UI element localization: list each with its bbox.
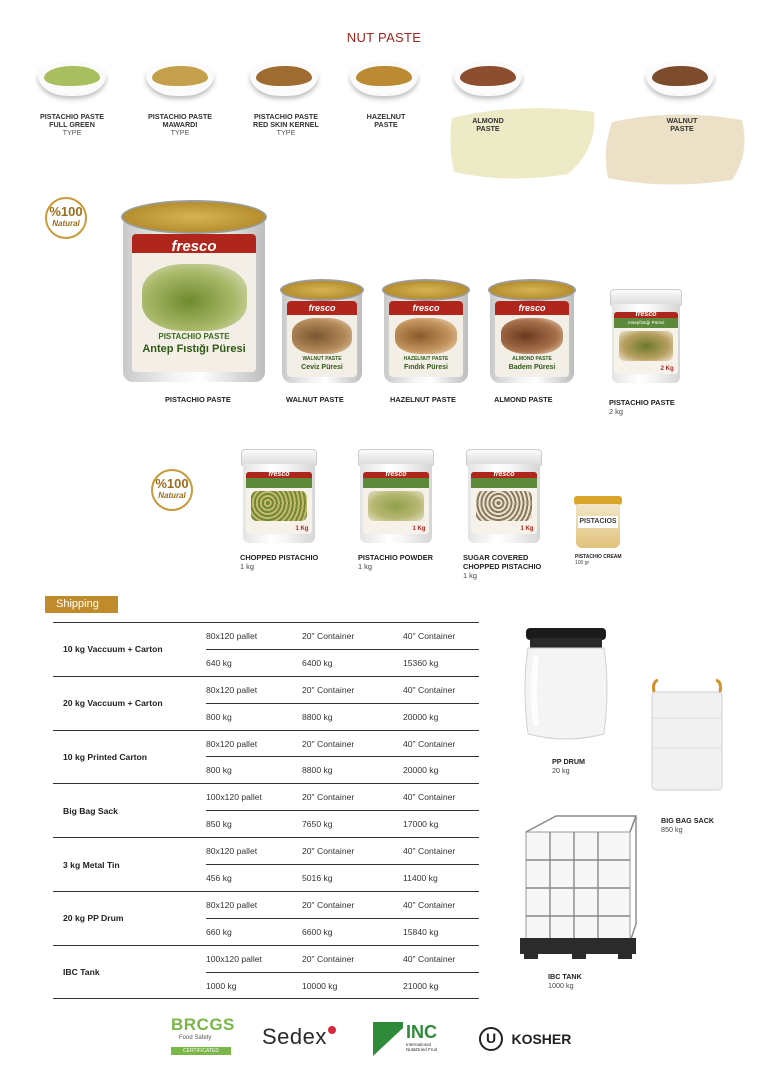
shipping-value-cell: 21000 kg [403, 972, 479, 999]
hazelnut-paste-tin [384, 279, 468, 383]
product-label: ALMOND PASTE [494, 395, 553, 404]
shipping-value-cell: 20000 kg [403, 703, 479, 730]
shipping-value-cell: 11400 kg [403, 865, 479, 892]
shipping-header-cell: 40" Container [403, 945, 479, 972]
paste-label-red-skin: PISTACHIO PASTE RED SKIN KERNEL TYPE [253, 112, 319, 137]
table-row [53, 891, 479, 918]
shipping-value-cell: 8800 kg [302, 703, 403, 730]
jar-weight: 1 Kg [295, 525, 309, 532]
shipping-type: 10 kg Vaccuum + Carton [53, 623, 206, 677]
paste-bowl-hazelnut [350, 56, 418, 102]
shipping-header-cell: 40" Container [403, 730, 479, 757]
paste-bowl-mawardi [146, 56, 214, 102]
shipping-header-cell: 40" Container [403, 784, 479, 811]
big-bag-image [648, 678, 726, 792]
paste-bowl-full-green [38, 56, 106, 102]
tin-brand: fresco [412, 303, 440, 314]
ibc-tank-label: IBC TANK 1000 kg [548, 972, 582, 990]
natural-badge: %100 Natural [45, 197, 87, 239]
product-label: PISTACHIO PASTE [165, 395, 231, 404]
sedex-logo: Sedex [262, 1024, 336, 1050]
shipping-type: 20 kg PP Drum [53, 891, 206, 945]
shipping-value-cell: 5016 kg [302, 865, 403, 892]
shipping-header-cell: 40" Container [403, 623, 479, 650]
paste-bowl-red-skin [250, 56, 318, 102]
jar-weight: 1 Kg [520, 525, 534, 532]
pistachio-paste-large-tin [123, 200, 265, 382]
tin-label-line1: HAZELNUT PASTE [403, 356, 449, 363]
table-row [53, 676, 479, 703]
paste-bowl-almond [454, 56, 522, 102]
natural-badge: %100 Natural [151, 469, 193, 511]
shipping-value-cell: 10000 kg [302, 972, 403, 999]
shipping-header-cell: 80x120 pallet [206, 623, 302, 650]
tin-label-line2: Ceviz Püresi [301, 364, 343, 372]
tin-label-line1: WALNUT PASTE [302, 356, 342, 363]
product-label: WALNUT PASTE [286, 395, 344, 404]
table-row [53, 945, 479, 972]
shipping-header-cell: 40" Container [403, 891, 479, 918]
pistachio-powder-jar [358, 449, 434, 543]
shipping-value-cell: 17000 kg [403, 811, 479, 838]
pistachio-cream-jar [574, 496, 622, 548]
shipping-value-cell: 15840 kg [403, 918, 479, 945]
shipping-header-cell: 20" Container [302, 623, 403, 650]
shipping-header-cell: 40" Container [403, 676, 479, 703]
shipping-value-cell: 850 kg [206, 811, 302, 838]
shipping-type: 10 kg Printed Carton [53, 730, 206, 784]
pistachio-paste-2kg-jar [610, 289, 682, 383]
shipping-header-cell: 80x120 pallet [206, 730, 302, 757]
page-title: NUT PASTE [346, 30, 422, 45]
shipping-value-cell: 456 kg [206, 865, 302, 892]
shipping-type: 20 kg Vaccuum + Carton [53, 676, 206, 730]
shipping-header-cell: 40" Container [403, 838, 479, 865]
shipping-value-cell: 20000 kg [403, 757, 479, 784]
paste-label-mawardi: PISTACHIO PASTE MAWARDI TYPE [147, 112, 213, 137]
jar-weight: 2 Kg [660, 365, 674, 372]
shipping-type: Big Bag Sack [53, 784, 206, 838]
tin-label-line2: Fındık Püresi [404, 364, 448, 372]
paste-label-hazelnut: HAZELNUT PASTE [366, 112, 406, 129]
jar-brand: fresco [635, 311, 657, 318]
shipping-header-cell: 20" Container [302, 838, 403, 865]
jar-brand: fresco [385, 471, 407, 478]
tin-label-line1: ALMOND PASTE [512, 356, 552, 363]
shipping-header-cell: 20" Container [302, 891, 403, 918]
shipping-value-cell: 640 kg [206, 649, 302, 676]
inc-logo: INC International Nut&Dried Fruit [373, 1022, 451, 1058]
shipping-header-cell: 100x120 pallet [206, 784, 302, 811]
tin-label-line2: Antep Fıstığı Püresi [142, 343, 246, 356]
product-label: PISTACHIO PASTE 2 kg [609, 398, 675, 416]
pp-drum-label: PP DRUM 20 kg [552, 757, 586, 775]
shipping-heading: Shipping [45, 596, 118, 613]
jar-brand: fresco [268, 471, 290, 478]
shipping-header-cell: 20" Container [302, 730, 403, 757]
product-label: SUGAR COVERED CHOPPED PISTACHIO 1 kg [463, 553, 542, 580]
cream-brand: PISTACIOS [578, 516, 618, 528]
shipping-value-cell: 15360 kg [403, 649, 479, 676]
paste-label-almond: ALMOND PASTE [472, 116, 504, 133]
tin-brand: fresco [308, 303, 336, 314]
table-row [53, 623, 479, 650]
kosher-logo: U KOSHER [479, 1027, 571, 1051]
paste-bowl-walnut [646, 56, 714, 102]
product-label: PISTACHIO POWDER 1 kg [358, 553, 434, 571]
jar-brand: fresco [493, 471, 515, 478]
shipping-header-cell: 80x120 pallet [206, 891, 302, 918]
shipping-type: IBC Tank [53, 945, 206, 999]
almond-paste-tin [490, 279, 574, 383]
ibc-tank-image [516, 812, 640, 960]
tin-label-line2: Badem Püresi [508, 364, 556, 372]
shipping-value-cell: 1000 kg [206, 972, 302, 999]
product-label: CHOPPED PISTACHIO 1 kg [240, 553, 319, 571]
shipping-value-cell: 6400 kg [302, 649, 403, 676]
tin-brand: fresco [171, 238, 217, 256]
shipping-header-cell: 80x120 pallet [206, 676, 302, 703]
shipping-value-cell: 8800 kg [302, 757, 403, 784]
tin-brand: fresco [518, 303, 546, 314]
pp-drum-image [520, 626, 612, 744]
table-row [53, 784, 479, 811]
shipping-value-cell: 800 kg [206, 757, 302, 784]
big-bag-label: BIG BAG SACK 850 kg [661, 816, 715, 834]
paste-label-full-green: PISTACHIO PASTE FULL GREEN TYPE [39, 112, 105, 137]
shipping-value-cell: 7650 kg [302, 811, 403, 838]
shipping-value-cell: 800 kg [206, 703, 302, 730]
product-label: HAZELNUT PASTE [390, 395, 456, 404]
jar-weight: 1 Kg [412, 525, 426, 532]
table-row [53, 838, 479, 865]
shipping-type: 3 kg Metal Tin [53, 838, 206, 892]
jar-label: Antepfıstığı Püresi [627, 320, 665, 326]
brcgs-logo: BRCGS Food Safety CERTIFICATED [171, 1015, 235, 1054]
shipping-value-cell: 660 kg [206, 918, 302, 945]
shipping-table [53, 622, 479, 999]
shipping-header-cell: 20" Container [302, 676, 403, 703]
chopped-pistachio-jar [241, 449, 317, 543]
paste-label-walnut: WALNUT PASTE [666, 116, 698, 133]
shipping-header-cell: 100x120 pallet [206, 945, 302, 972]
sugar-covered-pistachio-jar [466, 449, 542, 543]
shipping-value-cell: 6600 kg [302, 918, 403, 945]
shipping-header-cell: 20" Container [302, 945, 403, 972]
product-label: PISTACHIO CREAM 100 gr [575, 554, 622, 566]
shipping-header-cell: 20" Container [302, 784, 403, 811]
table-row [53, 730, 479, 757]
walnut-paste-tin [282, 279, 362, 383]
shipping-header-cell: 80x120 pallet [206, 838, 302, 865]
tin-label-line1: PISTACHIO PASTE [158, 332, 230, 342]
